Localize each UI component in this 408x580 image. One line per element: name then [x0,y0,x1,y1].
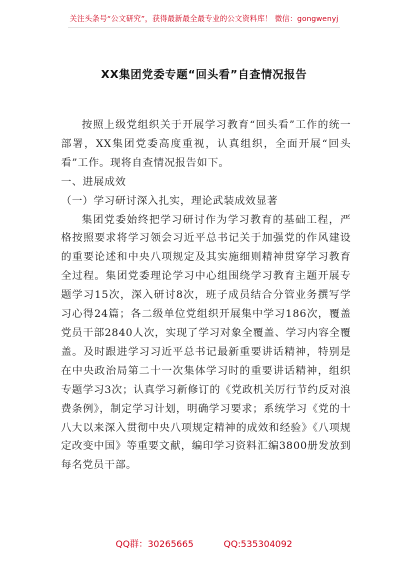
header-divider [68,27,340,28]
body-paragraph: 集团党委始终把学习研讨作为学习教育的基础工程，严格按照要求将学习领会习近平总书记关于加强党的作风建设的重要论述和中央八项规定及其实施细则精神贯穿学习教育全过程。集团党委理论学习中心组围绕学习教育主题开展专题学习15次，深入研讨8次，班子成员结合分管业务撰写学习心得24篇；各二级单位党组织开展集中学习186次，覆盖党员干部2840人次，实现了学习对象全覆盖、学习内容全覆盖。及时跟进学习习近平总书记最新重要讲话精神，特别是在中央政治局第二十一次集体学习时的重要讲话精神，组织专题学习3次；认真学习新修订的《党政机关厉行节约反对浪费条例》，制定学习计划，明确学习要求；系统学习《党的十八大以来深入贯彻中央八项规定精神的成效和经验》《八项规定改变中国》等重要文献，编印学习资料汇编3800册发放到每名党员干部。 [61,213,351,472]
section-heading: 一、进展成效 [61,175,127,188]
intro-paragraph: 按照上级党组织关于开展学习教育“回头看”工作的统一部署，XX集团党委高度重视，认真组织，全面开展“回头看”工作。现将自查情况报告如下。 [61,119,351,169]
promo-banner: 关注头条号“公文研究”，获得最新最全最专业的公文资料库！ 微信：gongwenyj [69,14,339,23]
subsection-heading: （一）学习研讨深入扎实，理论武装成效显著 [61,194,278,207]
footer-qq-number: QQ:535304092 [223,540,293,550]
document-body [61,116,351,475]
footer-qq-group: QQ群：30265665 [115,540,194,550]
document-title: XX集团党委专题“回头看”自查情况报告 [101,68,307,81]
footer-contact [0,537,408,550]
